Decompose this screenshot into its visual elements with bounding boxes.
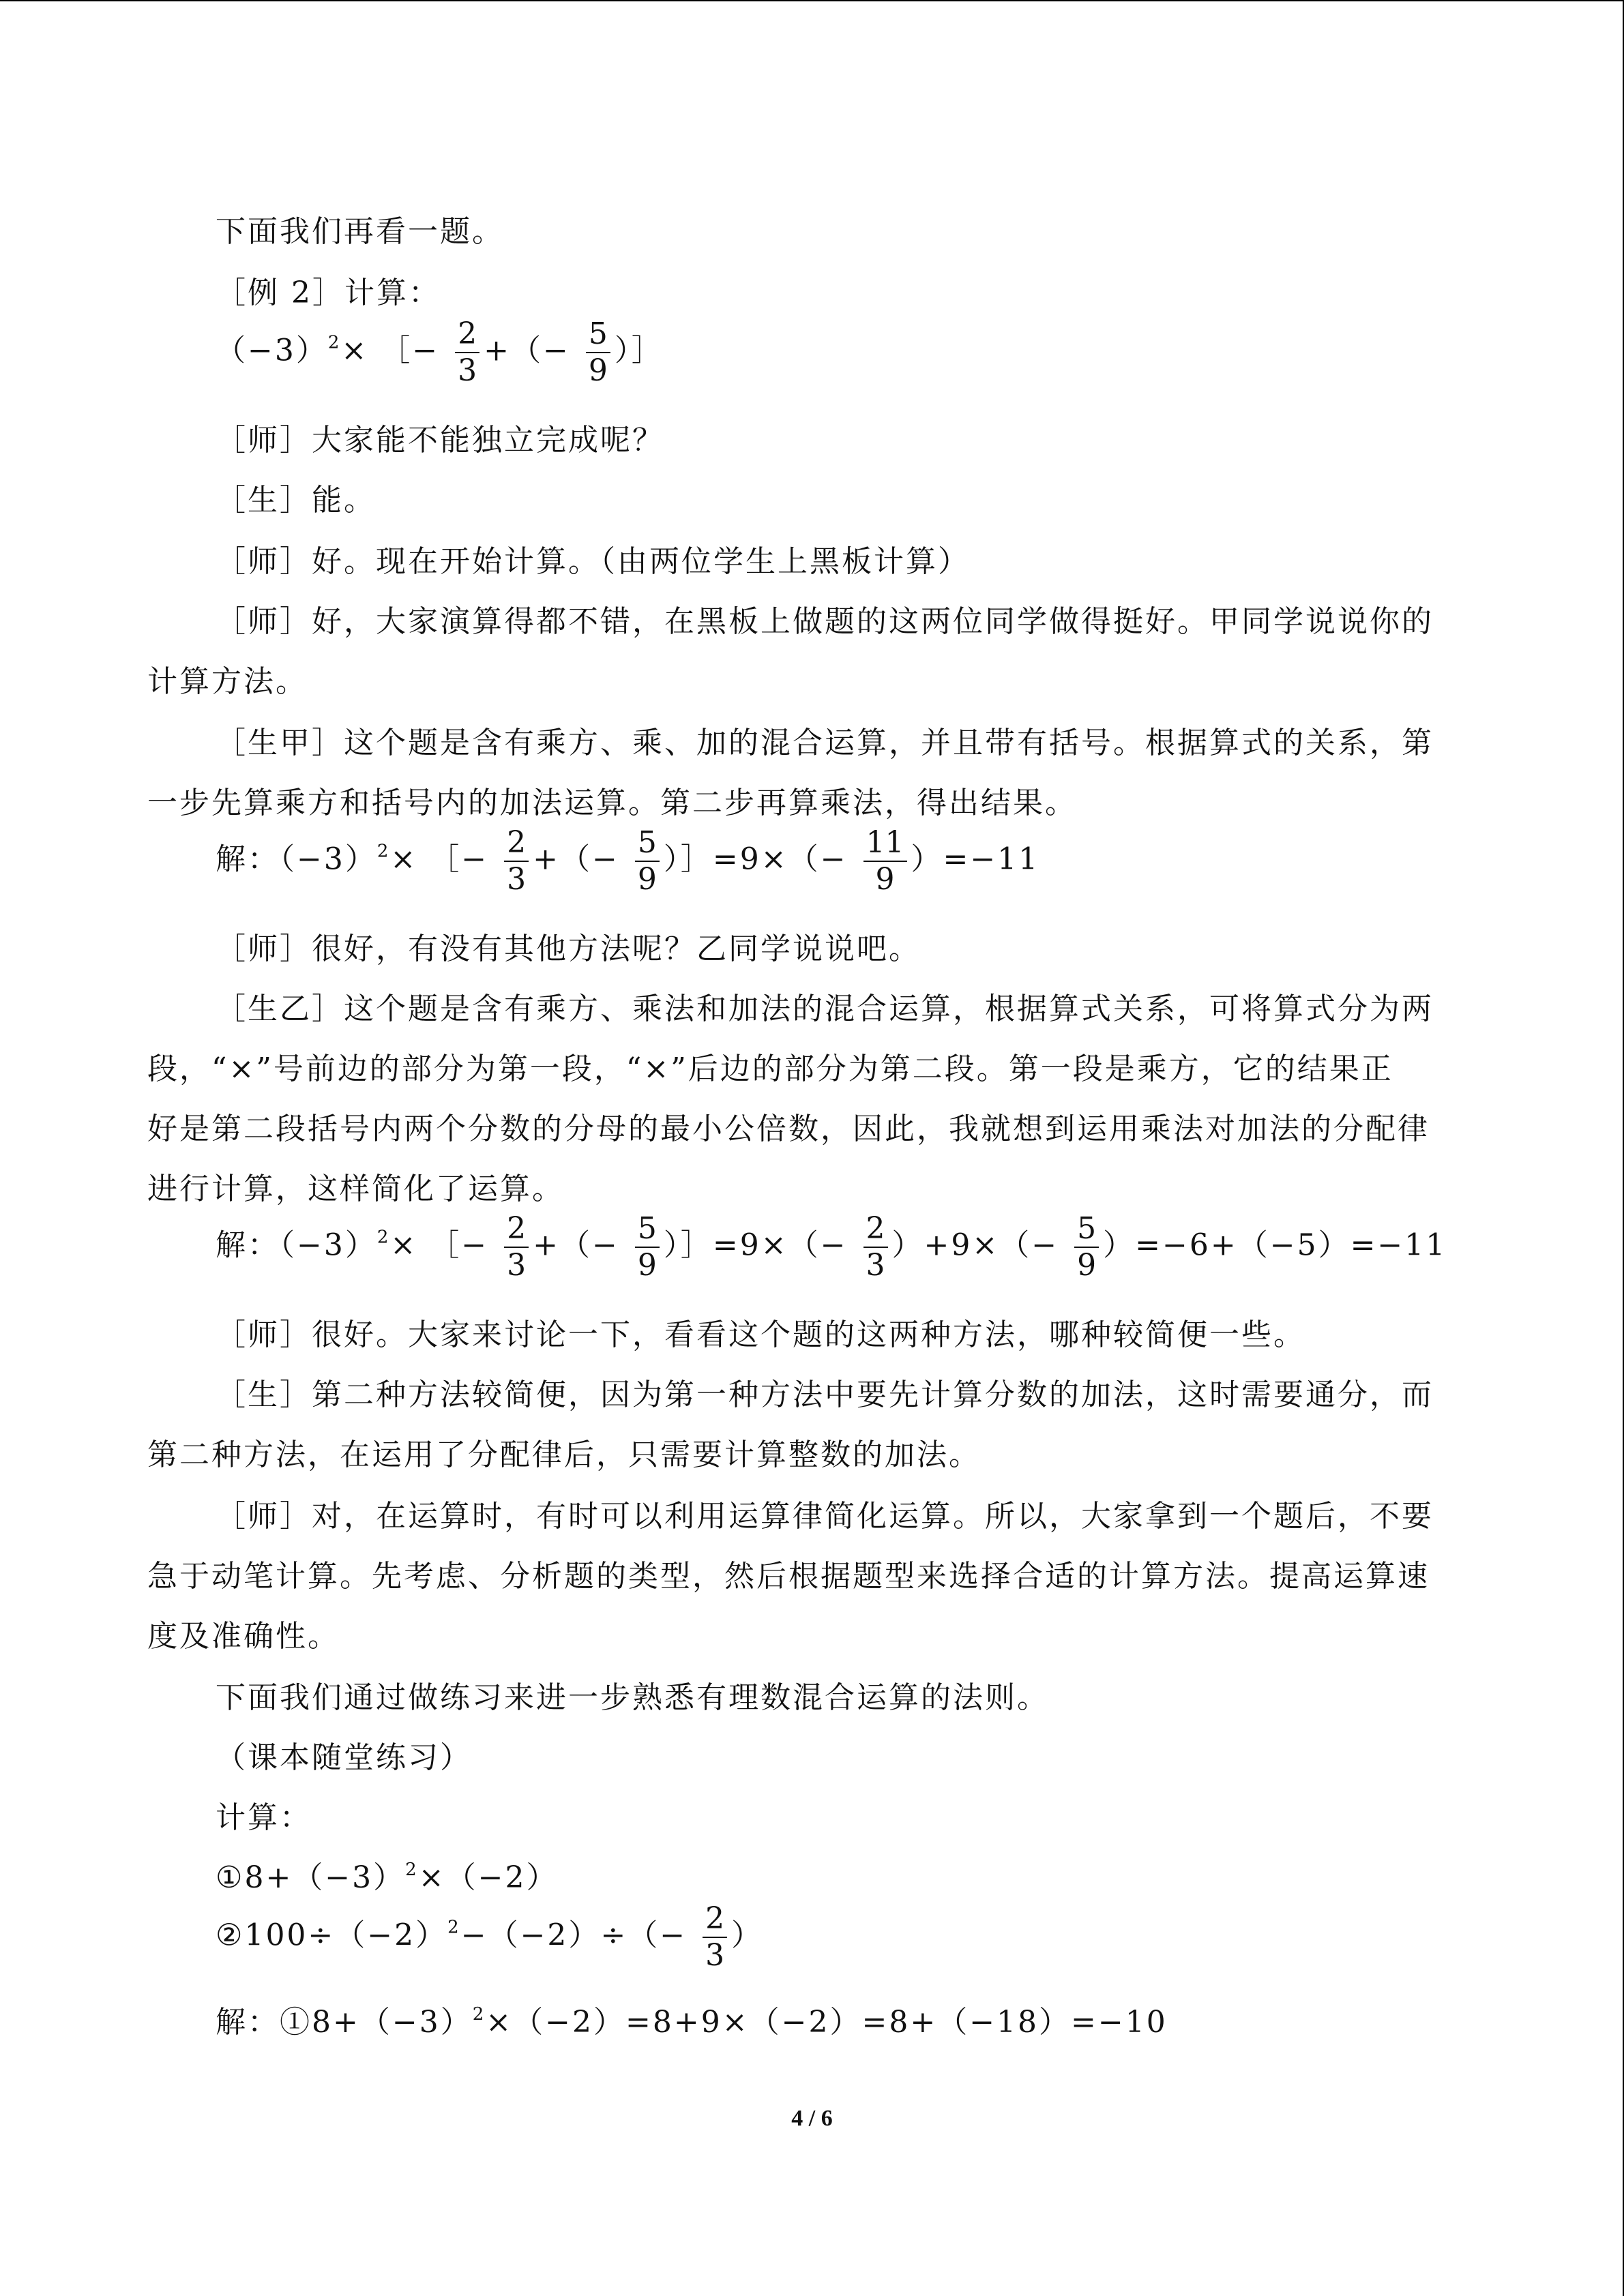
- fraction: $\frac{2}{3}$: [504, 828, 529, 895]
- dialogue-line-cont: 计算方法。: [147, 664, 308, 699]
- text-line: 计算：: [216, 1800, 312, 1835]
- solution-line: 解：$(-3)^2\times$ ［− $\frac{2}{3}$ +（− $\frac{5}{9}$ ）］=9×（− $\frac{11}{9}$ ）=−11: [216, 825, 1040, 897]
- fraction: $\frac{5}{9}$: [586, 319, 610, 386]
- dialogue-line: ［师］好。现在开始计算。（由两位学生上黑板计算）: [216, 544, 970, 579]
- dialogue-line: ［师］对，在运算时，有时可以利用运算律简化运算。所以，大家拿到一个题后，不要: [216, 1499, 1434, 1534]
- dialogue-line: ［生］第二种方法较简便，因为第一种方法中要先计算分数的加法，这时需要通分，而: [216, 1377, 1434, 1412]
- dialogue-line: ［生甲］这个题是含有乘方、乘、加的混合运算，并且带有括号。根据算式的关系，第: [216, 726, 1434, 760]
- top-border: [0, 0, 1624, 1]
- example-heading: ［例 2］计算：: [216, 275, 441, 310]
- expression-line: $(-3)^2\times$ ［− $\frac{2}{3}$ +（− $\frac{5}{9}$ ）］: [216, 316, 664, 388]
- text-line: 下面我们再看一题。: [216, 214, 504, 249]
- fraction: $\frac{2}{3}$: [703, 1904, 727, 1971]
- dialogue-line: ［师］很好，有没有其他方法呢？乙同学说说吧。: [216, 931, 921, 966]
- text-line: （课本随堂练习）: [216, 1740, 472, 1775]
- page-number: 4 / 6: [791, 2106, 833, 2131]
- dialogue-line: ［生乙］这个题是含有乘方、乘法和加法的混合运算，根据算式关系，可将算式分为两: [216, 992, 1434, 1026]
- fraction: $\frac{5}{9}$: [635, 828, 660, 895]
- dialogue-line-cont: 度及准确性。: [147, 1619, 340, 1654]
- fraction: $\frac{2}{3}$: [455, 319, 479, 386]
- dialogue-line: ［生］能。: [216, 483, 376, 518]
- solution-line: 解：$(-3)^2\times$ ［− $\frac{2}{3}$ +（− $\frac{5}{9}$ ）］=9×（− $\frac{2}{3}$ ）+9×（− $\frac{5}{9}$ ）=−6+（−5）=−11: [216, 1211, 1447, 1283]
- exercise-line: $②100\div(-2)^2-(-2)\div(-$ $\frac{2}{3}$ ）: [216, 1901, 764, 1973]
- dialogue-line: ［师］大家能不能独立完成呢？: [216, 423, 664, 458]
- dialogue-line-cont: 第二种方法，在运用了分配律后，只需要计算整数的加法。: [147, 1437, 981, 1472]
- exercise-line: $①8+(-3)^2\times(-2)$: [216, 1860, 559, 1895]
- dialogue-line-cont: 急于动笔计算。先考虑、分析题的类型，然后根据题型来选择合适的计算方法。提高运算速: [147, 1559, 1430, 1594]
- fraction: $\frac{11}{9}$: [863, 828, 907, 895]
- dialogue-line-cont: 段，“×”号前边的部分为第一段，“×”后边的部分为第二段。第一段是乘方，它的结果正: [147, 1052, 1393, 1086]
- dialogue-line-cont: 一步先算乘方和括号内的加法运算。第二步再算乘法，得出结果。: [147, 786, 1077, 820]
- fraction: $\frac{5}{9}$: [1074, 1214, 1099, 1281]
- fraction: $\frac{5}{9}$: [635, 1214, 660, 1281]
- text-line: 下面我们通过做练习来进一步熟悉有理数混合运算的法则。: [216, 1680, 1049, 1715]
- dialogue-line-cont: 好是第二段括号内两个分数的分母的最小公倍数，因此，我就想到运用乘法对加法的分配律: [147, 1112, 1430, 1146]
- dialogue-line: ［师］很好。大家来讨论一下，看看这个题的这两种方法，哪种较简便一些。: [216, 1317, 1305, 1352]
- fraction: $\frac{2}{3}$: [504, 1214, 529, 1281]
- fraction: $\frac{2}{3}$: [863, 1214, 888, 1281]
- dialogue-line: ［师］好，大家演算得都不错，在黑板上做题的这两位同学做得挺好。甲同学说说你的: [216, 604, 1434, 639]
- dialogue-line-cont: 进行计算，这样简化了运算。: [147, 1172, 564, 1206]
- solution-line: 解：$①8+(-3)^2\times(-2)=8+9\times(-2)=8+(-18)=-10$: [216, 2004, 1168, 2040]
